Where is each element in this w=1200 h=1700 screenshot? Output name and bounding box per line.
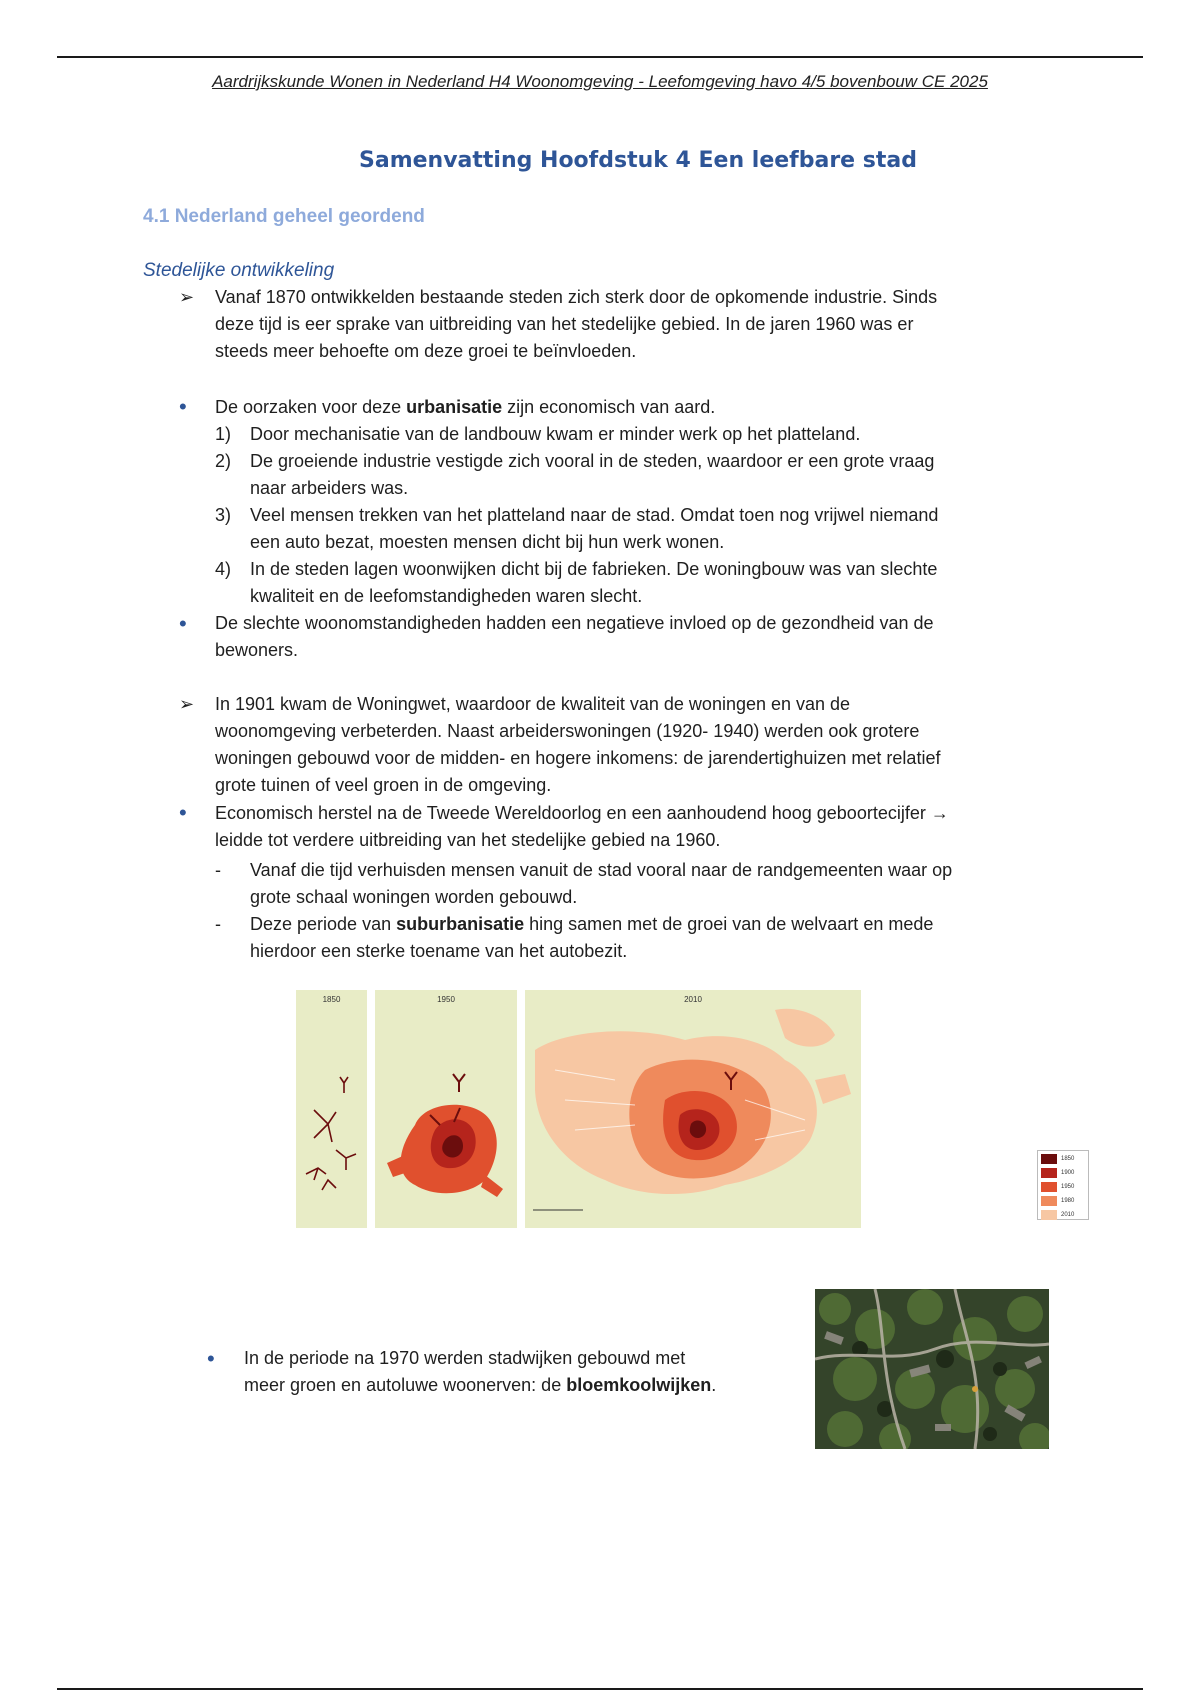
bullet-icon: •	[207, 1346, 215, 1371]
herstel-paragraph: Economisch herstel na de Tweede Wereldoorlog en een aanhoudend hoog geboortecijfer → leidde tot verdere uitbreiding van het stedelijke gebied na 1960.	[215, 803, 949, 850]
map-panel-1950: 1950	[375, 990, 517, 1228]
map-1950-drawing	[375, 990, 517, 1228]
list-number: 4)	[215, 559, 232, 579]
legend-entry: 1980	[1041, 1195, 1085, 1207]
list-number: 2)	[215, 451, 232, 471]
bloemkool-paragraph: In de periode na 1970 werden stadwijken gebouwd met meer groen en autoluwe woonerven: de bloemkoolwijken.	[244, 1348, 717, 1395]
bullet-icon: •	[179, 611, 187, 636]
legend-swatch	[1041, 1182, 1057, 1192]
health-paragraph: De slechte woonomstandigheden hadden een negatieve invloed op de gezondheid van de bewoners.	[215, 613, 934, 660]
cause-item: In de steden lagen woonwijken dicht bij de fabrieken. De woningbouw was van slechte kwaliteit en de leefomstandigheden waren slecht.	[250, 559, 938, 606]
map-2010-drawing	[525, 990, 861, 1228]
intro-paragraph: Vanaf 1870 ontwikkelden bestaande steden zich sterk door de opkomende industrie. Sinds deze tijd is eer sprake van uitbreiding van het stedelijke gebied. In de jaren 1960 was er steeds meer behoefte om deze groei te beïnvloeden.	[215, 287, 938, 361]
legend-swatch	[1041, 1196, 1057, 1206]
top-rule	[57, 56, 1143, 58]
cause-item: De groeiende industrie vestigde zich vooral in de steden, waardoor er een grote vraag naar arbeiders was.	[250, 451, 935, 498]
cause-item: Door mechanisatie van de landbouw kwam er minder werk op het platteland.	[250, 424, 861, 444]
causes-intro: De oorzaken voor deze urbanisatie zijn economisch van aard.	[215, 397, 716, 417]
legend-entry: 1900	[1041, 1167, 1085, 1179]
dash-item: Deze periode van suburbanisatie hing samen met de groei van de welvaart en mede hierdoor een sterke toename van het autobezit.	[250, 914, 934, 961]
arrow-bullet-icon: ➢	[179, 287, 195, 307]
legend-swatch	[1041, 1154, 1057, 1164]
legend-entry: 1850	[1041, 1153, 1085, 1165]
section-heading: 4.1 Nederland geheel geordend	[143, 206, 425, 227]
dash-item: Vanaf die tijd verhuisden mensen vanuit de stad vooral naar de randgemeenten waar op grote schaal woningen worden gebouwd.	[250, 860, 953, 907]
bullet-icon: •	[179, 800, 187, 825]
woningwet-paragraph: In 1901 kwam de Woningwet, waardoor de kwaliteit van de woningen en van de woonomgeving verbeterden. Naast arbeiderswoningen (1920- 1940) werden ook grotere woningen gebouwd voor de midden- en hogere inkomens: de jarendertighuizen met relatief grote tuinen of veel groen in de omgeving.	[215, 694, 941, 795]
bottom-rule	[57, 1688, 1143, 1690]
urban-growth-maps	[296, 990, 1075, 1228]
map-panel-1850: 1850	[296, 990, 367, 1228]
page-header: Aardrijkskunde Wonen in Nederland H4 Woonomgeving - Leefomgeving havo 4/5 bovenbouw CE 2025	[212, 72, 988, 91]
map-panel-2010: 2010 1850 1900 1950 1980 2010	[525, 990, 861, 1228]
cause-item: Veel mensen trekken van het platteland naar de stad. Omdat toen nog vrijwel niemand een auto bezat, moesten mensen dicht bij hun werk wonen.	[250, 505, 939, 552]
legend-entry: 2010	[1041, 1209, 1085, 1221]
legend-swatch	[1041, 1210, 1057, 1220]
aerial-photo-drawing	[815, 1289, 1049, 1449]
dash-marker: -	[215, 914, 221, 934]
aerial-photo-bloemkoolwijk	[815, 1289, 1049, 1449]
dash-marker: -	[215, 860, 221, 880]
map-legend	[1037, 1150, 1089, 1220]
list-number: 1)	[215, 424, 232, 444]
legend-entry: 1950	[1041, 1181, 1085, 1193]
list-number: 3)	[215, 505, 232, 525]
subheading: Stedelijke ontwikkeling	[143, 260, 335, 281]
arrow-bullet-icon: ➢	[179, 694, 195, 714]
document-title: Samenvatting Hoofdstuk 4 Een leefbare stad	[359, 148, 917, 173]
bullet-icon: •	[179, 394, 187, 419]
legend-swatch	[1041, 1168, 1057, 1178]
map-1850-drawing	[296, 990, 367, 1228]
